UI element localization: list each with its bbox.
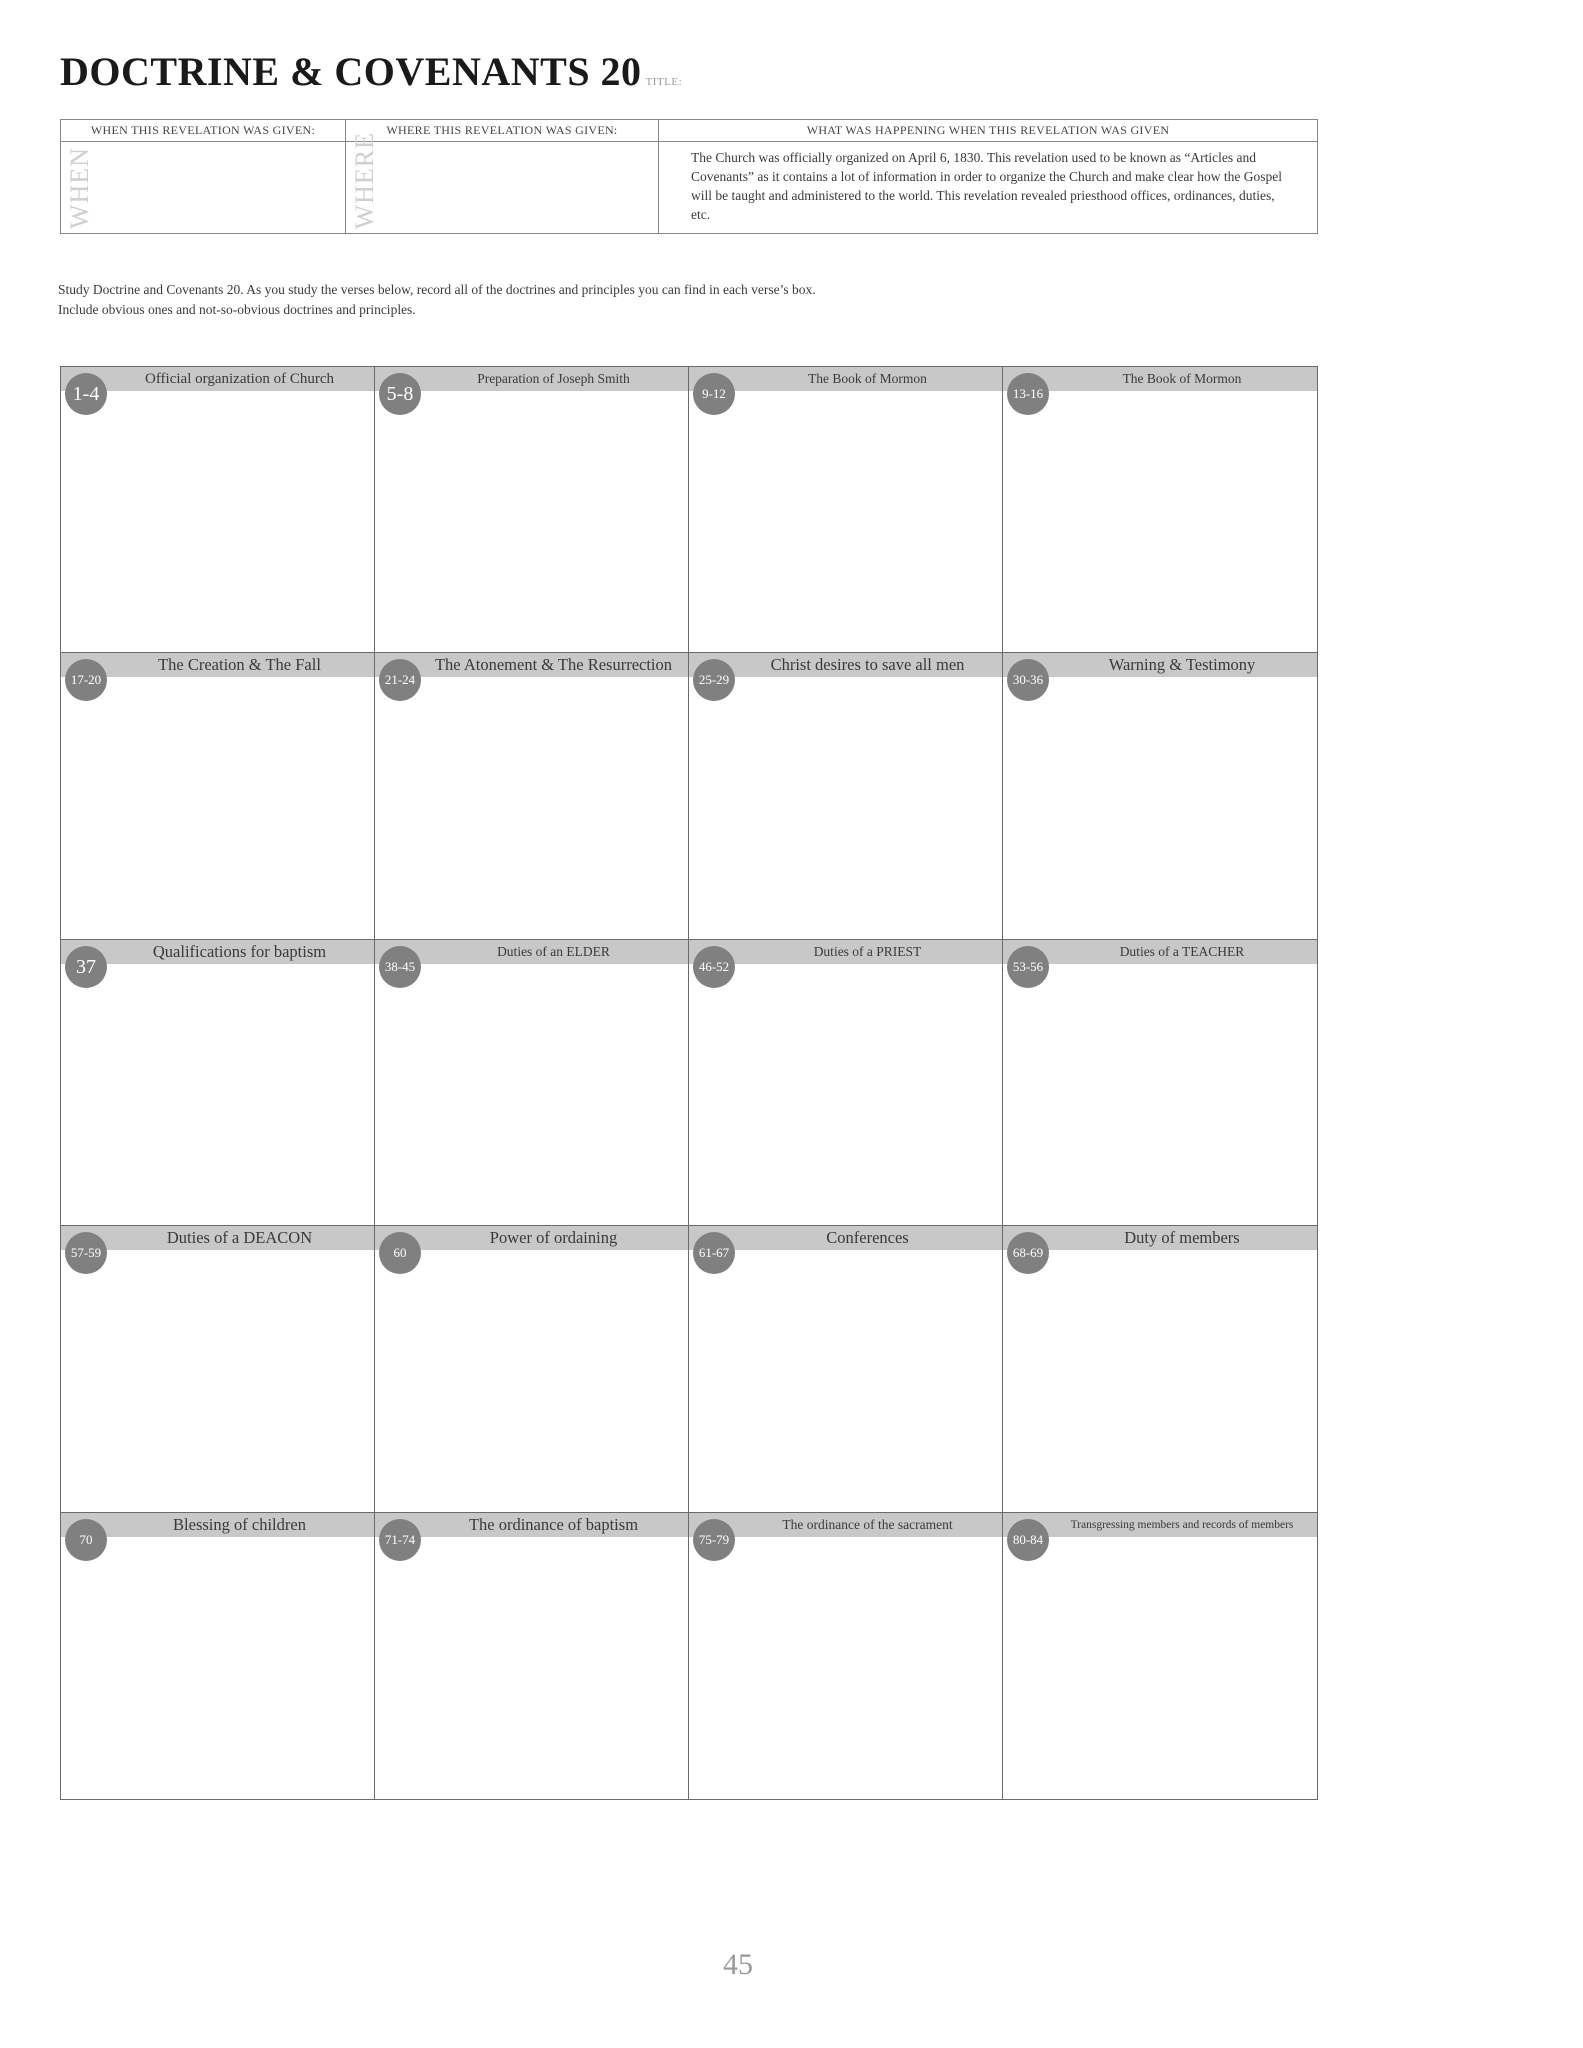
when-watermark: WHEN	[65, 147, 94, 229]
verse-topic: Conferences	[689, 1226, 1002, 1250]
verse-topic: The ordinance of the sacrament	[689, 1513, 1002, 1537]
verse-box[interactable]	[375, 653, 689, 939]
page-number: 45	[723, 1948, 753, 1981]
verse-badge: 37	[65, 946, 107, 988]
where-watermark: WHERE	[350, 131, 379, 229]
verse-topic: Duties of a DEACON	[61, 1226, 374, 1250]
verse-topic: The Creation & The Fall	[61, 653, 374, 677]
verse-badge: 70	[65, 1519, 107, 1561]
verse-box[interactable]	[689, 1226, 1003, 1512]
verse-topic: Christ desires to save all men	[689, 653, 1002, 677]
verse-box[interactable]	[61, 940, 375, 1226]
verse-badge: 68-69	[1007, 1232, 1049, 1274]
verse-box[interactable]	[375, 1226, 689, 1512]
verse-topic: Duty of members	[1003, 1226, 1317, 1250]
context-text: The Church was officially organized on April 6, 1830. This revelation used to be known as “Articles and Covenants” as it contains a lot of information in order to organize the Church and make clear how the Gospel will be taught and administered to the world. This revelation revealed priesthood offices, ordinances, duties, etc.	[691, 150, 1282, 222]
where-heading: WHERE THIS REVELATION WAS GIVEN:	[346, 120, 658, 142]
where-column	[346, 120, 659, 233]
verse-box[interactable]	[689, 1513, 1003, 1799]
page-title	[60, 48, 682, 95]
verse-badge: 30-36	[1007, 659, 1049, 701]
verse-box[interactable]	[1003, 940, 1317, 1226]
verse-badge: 53-56	[1007, 946, 1049, 988]
verse-badge: 21-24	[379, 659, 421, 701]
verse-topic: Warning & Testimony	[1003, 653, 1317, 677]
when-column	[61, 120, 346, 233]
verse-badge: 46-52	[693, 946, 735, 988]
verse-badge: 9-12	[693, 373, 735, 415]
verse-badge: 17-20	[65, 659, 107, 701]
verse-badge: 71-74	[379, 1519, 421, 1561]
verse-box[interactable]	[689, 653, 1003, 939]
verse-badge: 60	[379, 1232, 421, 1274]
verse-topic: The Book of Mormon	[1003, 367, 1317, 391]
verse-badge: 5-8	[379, 373, 421, 415]
verse-box[interactable]	[689, 940, 1003, 1226]
verse-topic: Qualifications for baptism	[61, 940, 374, 964]
verse-badge: 1-4	[65, 373, 107, 415]
title-text: DOCTRINE & COVENANTS 20	[60, 49, 642, 94]
verse-box[interactable]	[375, 1513, 689, 1799]
verse-topic: Blessing of children	[61, 1513, 374, 1537]
verse-badge: 80-84	[1007, 1519, 1049, 1561]
verse-grid	[60, 366, 1318, 1800]
verse-badge: 57-59	[65, 1232, 107, 1274]
verse-box[interactable]	[1003, 1226, 1317, 1512]
verse-box[interactable]	[1003, 1513, 1317, 1799]
verse-box[interactable]	[375, 940, 689, 1226]
verse-topic: Duties of a TEACHER	[1003, 940, 1317, 964]
verse-topic: Preparation of Joseph Smith	[375, 367, 688, 391]
verse-topic: Official organization of Church	[61, 367, 374, 391]
verse-box[interactable]	[61, 1513, 375, 1799]
verse-box[interactable]	[1003, 367, 1317, 653]
verse-topic: Transgressing members and records of members	[1003, 1513, 1317, 1537]
verse-box[interactable]	[689, 367, 1003, 653]
verse-box[interactable]	[61, 367, 375, 653]
verse-topic: The Book of Mormon	[689, 367, 1002, 391]
verse-badge: 61-67	[693, 1232, 735, 1274]
verse-badge: 13-16	[1007, 373, 1049, 415]
verse-topic: Duties of a PRIEST	[689, 940, 1002, 964]
instructions-line-1: Study Doctrine and Covenants 20. As you study the verses below, record all of the doctrines and principles you can find in each verse’s box.	[58, 282, 816, 297]
what-heading: WHAT WAS HAPPENING WHEN THIS REVELATION WAS GIVEN	[659, 120, 1317, 142]
title-suffix: TITLE:	[645, 76, 683, 88]
verse-box[interactable]	[61, 1226, 375, 1512]
verse-topic: Power of ordaining	[375, 1226, 688, 1250]
verse-badge: 75-79	[693, 1519, 735, 1561]
verse-box[interactable]	[1003, 653, 1317, 939]
verse-topic: The Atonement & The Resurrection	[375, 653, 688, 677]
when-heading: WHEN THIS REVELATION WAS GIVEN:	[61, 120, 345, 142]
revelation-context-table	[60, 119, 1318, 234]
verse-box[interactable]	[375, 367, 689, 653]
instructions-line-2: Include obvious ones and not-so-obvious doctrines and principles.	[58, 302, 416, 317]
what-column	[659, 120, 1317, 233]
verse-box[interactable]	[61, 653, 375, 939]
instructions	[58, 280, 1258, 320]
verse-badge: 25-29	[693, 659, 735, 701]
verse-badge: 38-45	[379, 946, 421, 988]
verse-topic: The ordinance of baptism	[375, 1513, 688, 1537]
verse-topic: Duties of an ELDER	[375, 940, 688, 964]
